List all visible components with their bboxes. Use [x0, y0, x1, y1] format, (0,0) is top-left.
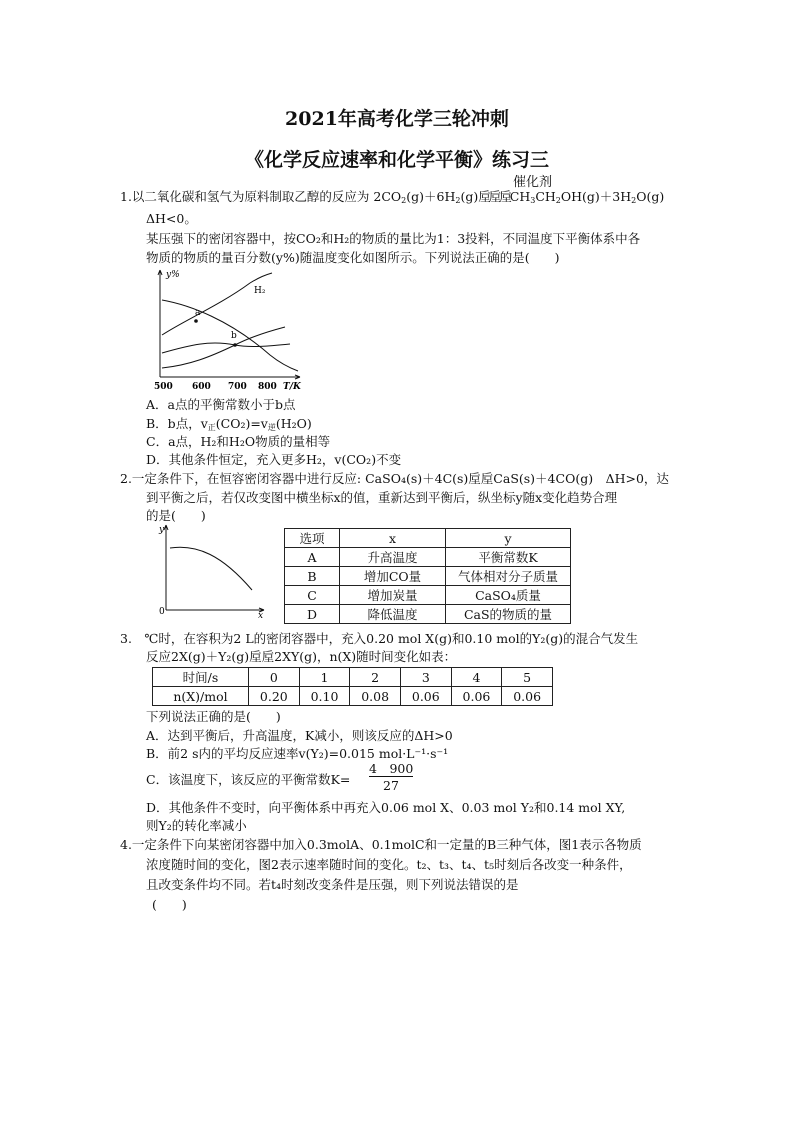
label-a: a	[195, 308, 201, 318]
x-tick-800: 800	[258, 382, 277, 392]
q1-stem-line1: 某压强下的密闭容器中，按CO₂和H₂的物质的量比为1：3投料，不同温度下平衡体系中各	[146, 231, 641, 246]
table-row-time: 时间/s 0 1 2 3 4 5	[153, 668, 553, 687]
table-row-nx: n(X)/mol 0.20 0.10 0.08 0.06 0.06 0.06	[153, 687, 553, 706]
q4-answer-bracket: ( )	[152, 897, 187, 912]
page-title: 2021年高考化学三轮冲刺	[285, 108, 509, 130]
q4-stem-line3: 且改变条件均不同。若t₄时刻改变条件是压强，则下列说法错误的是	[146, 877, 519, 892]
q4-stem-line2: 浓度随时间的变化，图2表示速率随时间的变化。t₂、t₃、t₄、t₅时刻后各改变一种条件，	[146, 857, 632, 872]
q1-delta-h: ΔH<0。	[146, 211, 197, 226]
trend-curve	[170, 547, 252, 590]
q1-option-d: D．其他条件恒定，充入更多H₂，v(CO₂)不变	[146, 452, 402, 467]
q4-stem-line1: 4.一定条件下向某密闭容器中加入0.3molA、0.1molC和一定量的B三种气体，图1表示各物质	[120, 837, 642, 852]
q1-option-a: A．a点的平衡常数小于b点	[146, 397, 296, 412]
point-b	[233, 343, 237, 347]
q1-reaction-line: 1.以二氧化碳和氢气为原料制取乙醇的反应为 $2CO_2(g)+6H_2(g)$垕垕垕$CH_3CH_2OH(g)+3H_2O(g)$	[120, 189, 665, 205]
curve-rising	[162, 327, 285, 368]
q1-option-c: C．a点，H₂和H₂O物质的量相等	[146, 434, 331, 449]
q2-trend-graph	[152, 520, 272, 620]
page-subtitle: 《化学反应速率和化学平衡》练习三	[244, 149, 549, 171]
label-b: b	[231, 331, 237, 341]
graph-x-label: x	[258, 611, 264, 620]
x-tick-700: 700	[228, 382, 247, 392]
q3-option-d-line1: D．其他条件不变时，向平衡体系中再充入0.06 mol X、0.03 mol Y₂和0.14 mol XY,	[146, 800, 626, 815]
q2-options-table	[284, 528, 571, 624]
fraction-denominator: 27	[383, 778, 399, 793]
q2-stem-line2: 到平衡之后，若仅改变图中横坐标x的值，重新达到平衡后，纵坐标y随x变化趋势合理	[146, 490, 618, 505]
q1-option-b: B．b点，$v_正(CO_2)=v_逆(H_2O)$	[146, 416, 312, 432]
table-row: B 增加CO量 气体相对分子质量	[285, 567, 571, 586]
q3-stem-line2: 反应2X(g)＋Y₂(g)垕垕2XY(g)，n(X)随时间变化如表：	[146, 649, 457, 664]
q1-stem-line2: 物质的物质的量百分数(y%)随温度变化如图所示。下列说法正确的是( )	[146, 250, 560, 265]
x-tick-500: 500	[154, 382, 173, 392]
graph-y-label: y	[159, 525, 165, 535]
fraction-numerator: 4 900	[369, 761, 414, 776]
q3-data-table	[152, 667, 553, 706]
table-row: A 升高温度 平衡常数K	[285, 548, 571, 567]
table-row: D 降低温度 CaS的物质的量	[285, 605, 571, 624]
table-row: C 增加炭量 CaSO₄质量	[285, 586, 571, 605]
q3-option-c: C．该温度下，该反应的平衡常数K=	[146, 772, 351, 787]
q2-stem-line1: 2.一定条件下，在恒容密闭容器中进行反应: CaSO₄(s)＋4C(s)垕垕CaS(s)＋4CO(g) ΔH>0，达	[120, 471, 669, 486]
q3-option-b: B．前2 s内的平均反应速率v(Y₂)=0.015 mol·L⁻¹·s⁻¹	[146, 746, 449, 761]
x-axis-label: T/K	[283, 382, 301, 392]
point-a	[194, 319, 198, 323]
q2-stem-line3: 的是( )	[146, 508, 206, 523]
q3-option-a: A．达到平衡后，升高温度，K减小，则该反应的ΔH>0	[146, 728, 453, 743]
curve-middle	[162, 343, 290, 353]
graph-origin: 0	[159, 607, 165, 617]
curve-descending	[162, 300, 298, 371]
x-tick-600: 600	[192, 382, 211, 392]
y-axis-label: y%	[166, 270, 180, 280]
q3-option-d-line2: 则Y₂的转化率减小	[146, 818, 247, 833]
table-header-row: 选项 x y	[285, 529, 571, 548]
catalyst-label: 催化剂	[513, 175, 553, 190]
q1-temperature-chart	[150, 265, 310, 395]
q3-stem-line1: 3. ℃时，在容积为2 L的密闭容器中，充入0.20 mol X(g)和0.10 mol的Y₂(g)的混合气发生	[120, 631, 639, 646]
equilibrium-arrow: 垕垕垕	[478, 189, 510, 204]
q3-prompt: 下列说法正确的是( )	[146, 709, 281, 724]
h2-label: H₂	[254, 286, 266, 296]
